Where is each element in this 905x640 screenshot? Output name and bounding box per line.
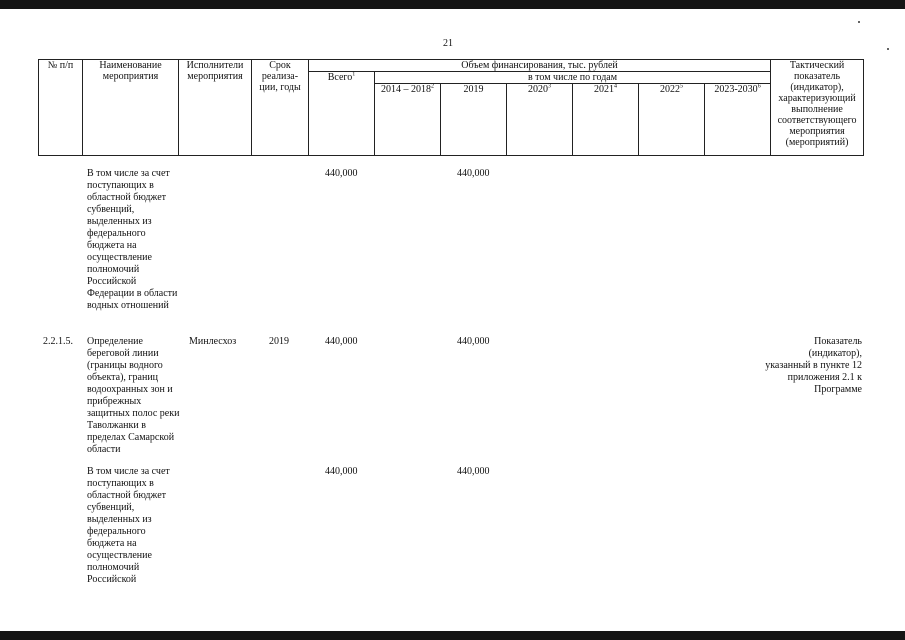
header-num: № п/п — [39, 60, 83, 156]
scan-speck — [858, 21, 860, 23]
financing-table — [38, 59, 864, 156]
header-indicator: Тактический показатель (индикатор), характеризующий выполнение соответствующего мероприятия (мероприятий) — [771, 60, 864, 156]
header-term: Срок реализа- ции, годы — [252, 60, 309, 156]
header-financing: Объем финансирования, тыс. рублей — [309, 60, 771, 72]
header-by-years: в том числе по годам — [375, 72, 771, 84]
header-year: 2014 – 2018$^2$ — [375, 84, 441, 156]
header-total: Всего$^1$ — [309, 72, 375, 156]
row-num: 2.2.1.5. — [43, 336, 73, 347]
row-total: 440,000 — [325, 466, 358, 477]
row-2019: 440,000 — [457, 336, 490, 347]
scan-bottom-border — [0, 631, 905, 640]
row-indicator: Показатель (индикатор), указанный в пункте 12 приложения 2.1 к Программе — [765, 336, 862, 395]
row-term: 2019 — [269, 336, 289, 347]
row-total: 440,000 — [325, 336, 358, 347]
header-executors: Исполнители мероприятия — [179, 60, 252, 156]
row-total: 440,000 — [325, 168, 358, 179]
header-name: Наименование мероприятия — [83, 60, 179, 156]
scan-speck — [887, 48, 889, 50]
header-year: 2020$^3$ — [507, 84, 573, 156]
row-2019: 440,000 — [457, 168, 490, 179]
row-executor: Минлесхоз — [189, 336, 237, 347]
row-name: В том числе за счет поступающих в областной бюджет субвенций, выделенных из федерального бюджета на осуществление полномочий Российской Федерации в области водных отношений — [87, 168, 178, 311]
header-year: 2022$^5$ — [639, 84, 705, 156]
row-name: Определение береговой линии (границы водного объекта), границ водоохранных зон и прибрежных защитных полос реки Таволжанки в пределах Самарской области — [87, 336, 180, 455]
scan-top-border — [0, 0, 905, 9]
header-year: 2021$^4$ — [573, 84, 639, 156]
row-name: В том числе за счет поступающих в областной бюджет субвенций, выделенных из федерального бюджета на осуществление полномочий Российской — [87, 466, 170, 585]
header-year: 2023-2030$^6$ — [705, 84, 771, 156]
header-year: 2019 — [441, 84, 507, 156]
row-2019: 440,000 — [457, 466, 490, 477]
page-number: 21 — [443, 38, 453, 49]
